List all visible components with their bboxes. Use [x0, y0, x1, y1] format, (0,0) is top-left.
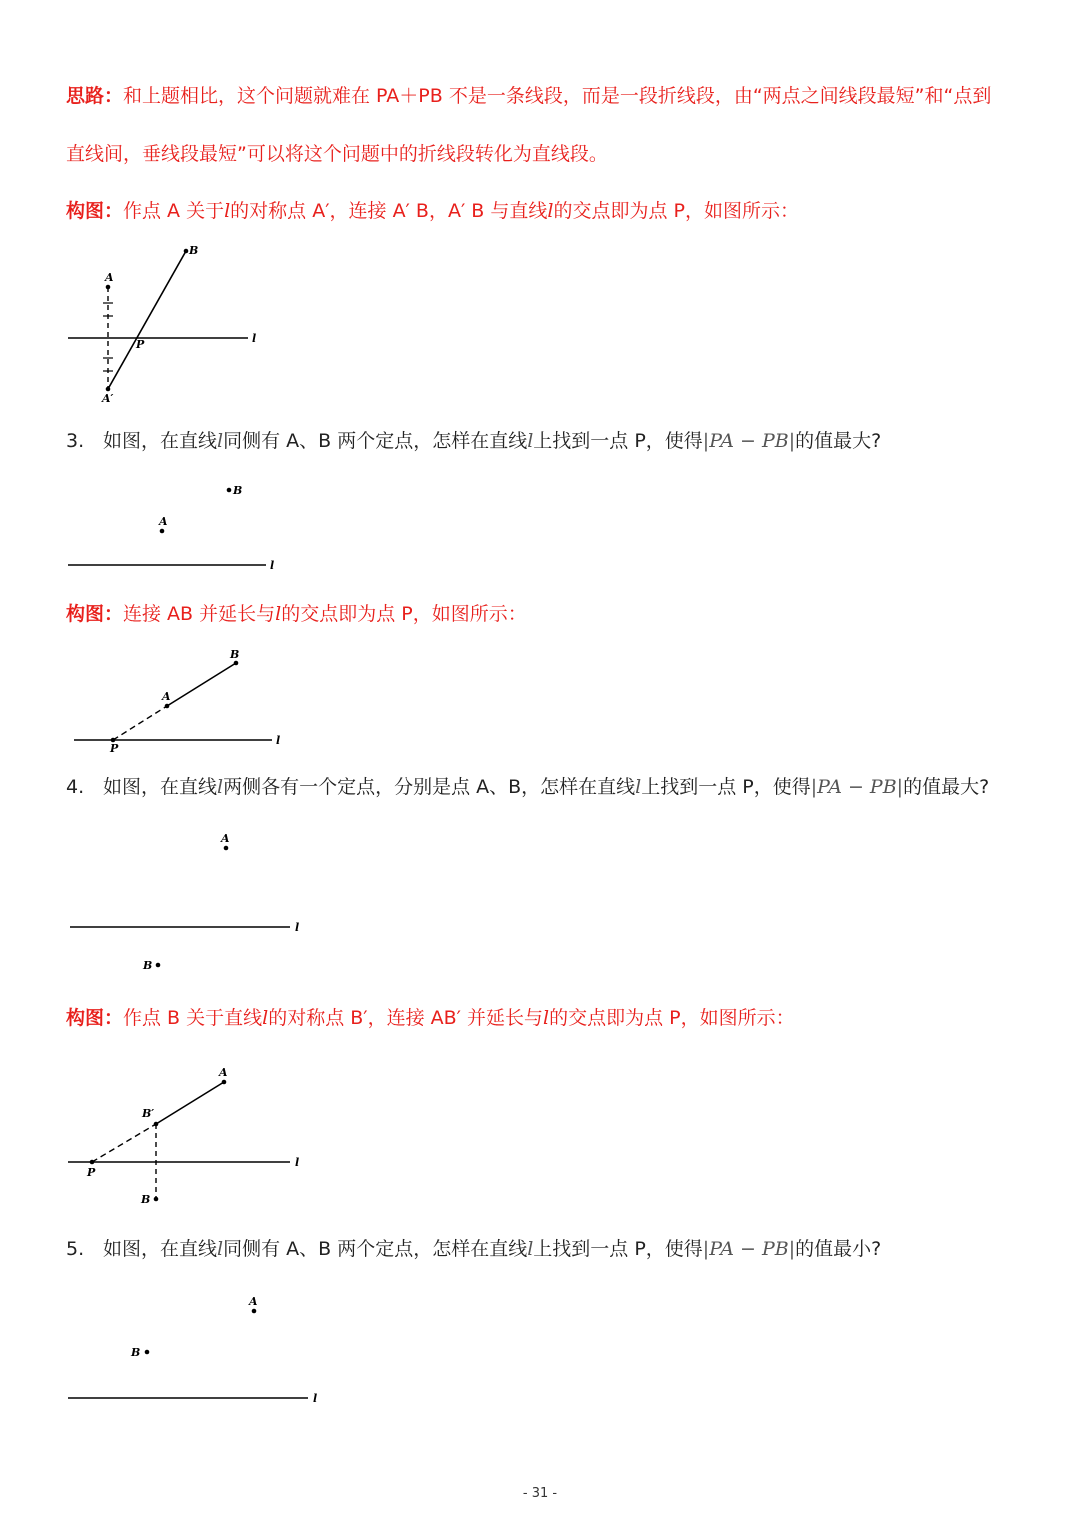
- construct-1-label: 构图：: [66, 200, 124, 222]
- construct-4-text-a: 作点 B 关于直线: [123, 1007, 263, 1029]
- figure-5-label-b: B: [141, 1193, 151, 1206]
- figure-6-point-b: [145, 1350, 150, 1355]
- question-4-text-b: 两侧各有一个定点，分别是点 A、B，怎样在直线: [223, 776, 636, 798]
- question-5-number: 5.: [66, 1238, 85, 1260]
- construct-3-text-b: 的交点即为点 P，如图所示：: [281, 603, 527, 625]
- figure-5-label-b-prime: B′: [142, 1107, 155, 1120]
- question-3-text-d: 的值最大?: [795, 430, 882, 452]
- construct-4-label: 构图：: [66, 1007, 124, 1029]
- question-5-text-c: 上找到一点 P，使得: [533, 1238, 703, 1260]
- question-5-text-a: 如图，在直线: [103, 1238, 218, 1260]
- line-l-symbol: l: [217, 430, 224, 452]
- thinking-text-1: 和上题相比，这个问题就难在 PA＋PB 不是一条线段，而是一段折线段，由“两点之间线段最短”和“点到: [123, 85, 992, 107]
- question-4-text-d: 的值最大?: [903, 776, 990, 798]
- figure-1-label-a: A: [105, 271, 114, 284]
- construct-4-text-c: 的交点即为点 P，如图所示：: [549, 1007, 795, 1029]
- construct-3-text-a: 连接 AB 并延长与: [123, 603, 276, 625]
- figure-4-label-b: B: [143, 959, 153, 972]
- question-4-text-c: 上找到一点 P，使得: [641, 776, 811, 798]
- figure-5-label-a: A: [219, 1066, 228, 1079]
- figure-3-label-b: B: [230, 648, 240, 661]
- construct-1-text-a: 作点 A 关于: [123, 200, 225, 222]
- figure-2-label-l: l: [270, 559, 275, 572]
- figure-6-label-b: B: [131, 1346, 141, 1359]
- question-3-text-a: 如图，在直线: [103, 430, 218, 452]
- line-l-symbol: l: [547, 200, 554, 222]
- question-3-number: 3.: [66, 430, 85, 452]
- construct-4-text-b: 的对称点 B′，连接 AB′ 并延长与: [268, 1007, 544, 1029]
- question-3-text-c: 上找到一点 P，使得: [533, 430, 703, 452]
- figure-6-label-l: l: [313, 1392, 318, 1405]
- construct-1-text-b: 的对称点 A′，连接 A′ B，A′ B 与直线: [230, 200, 548, 222]
- abs-expression: |PA − PB|: [702, 1238, 796, 1260]
- figure-2-label-a: A: [159, 515, 168, 528]
- figure-6-point-a: [252, 1309, 257, 1314]
- question-4-number: 4.: [66, 776, 85, 798]
- abs-expression: |PA − PB|: [702, 430, 796, 452]
- figure-4-label-l: l: [295, 921, 300, 934]
- line-l-symbol: l: [262, 1007, 269, 1029]
- figure-2-label-b: B: [233, 484, 243, 497]
- page-number: - 31 -: [522, 1486, 558, 1501]
- question-4-text-a: 如图，在直线: [103, 776, 218, 798]
- line-l-symbol: l: [527, 1238, 534, 1260]
- figure-1-label-p: P: [136, 338, 145, 351]
- line-l-symbol: l: [543, 1007, 550, 1029]
- construct-1-text-c: 的交点即为点 P，如图所示：: [553, 200, 799, 222]
- line-l-symbol: l: [224, 200, 231, 222]
- line-l-symbol: l: [635, 776, 642, 798]
- thinking-text-2: 直线间，垂线段最短”可以将这个问题中的折线段转化为直线段。: [66, 143, 608, 165]
- figure-3-label-a: A: [162, 690, 171, 703]
- figure-4-label-a: A: [221, 832, 230, 845]
- question-5-text-b: 同侧有 A、B 两个定点，怎样在直线: [223, 1238, 528, 1260]
- figure-1-label-l: l: [252, 332, 257, 345]
- figure-6-label-a: A: [249, 1295, 258, 1308]
- figure-1-label-a-prime: A′: [102, 392, 114, 405]
- figure-5-label-p: P: [87, 1166, 96, 1179]
- line-l-symbol: l: [275, 603, 282, 625]
- line-l-symbol: l: [527, 430, 534, 452]
- line-l-symbol: l: [217, 1238, 224, 1260]
- figure-5-label-l: l: [295, 1156, 300, 1169]
- thinking-label: 思路：: [66, 85, 124, 107]
- figure-3-label-p: P: [110, 742, 119, 755]
- figure-3-label-l: l: [276, 734, 281, 747]
- abs-expression: |PA − PB|: [810, 776, 904, 798]
- question-5-text-d: 的值最小?: [795, 1238, 882, 1260]
- question-3-text-b: 同侧有 A、B 两个定点，怎样在直线: [223, 430, 528, 452]
- line-l-symbol: l: [217, 776, 224, 798]
- figure-1-label-b: B: [189, 244, 199, 257]
- construct-3-label: 构图：: [66, 603, 124, 625]
